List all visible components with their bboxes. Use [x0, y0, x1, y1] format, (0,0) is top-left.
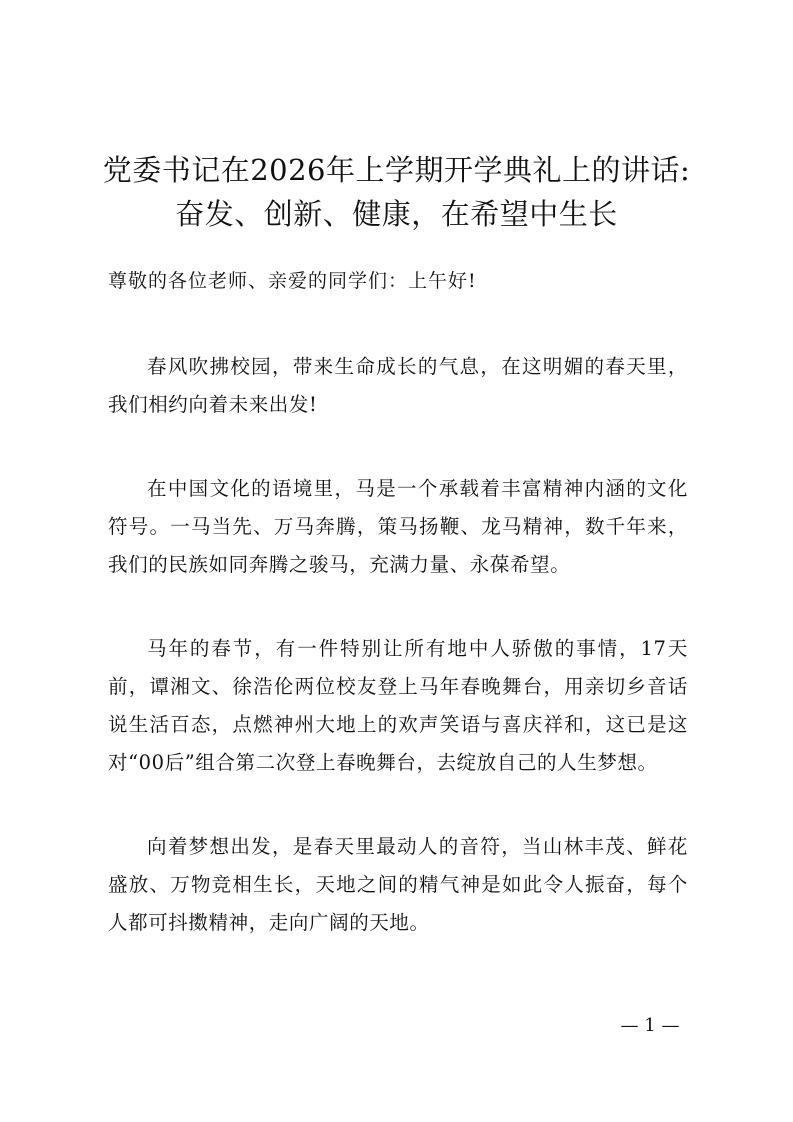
paragraph-1: 春风吹拂校园，带来生命成长的气息，在这明媚的春天里，我们相约向着未来出发!: [108, 355, 688, 416]
paragraph-2: 在中国文化的语境里，马是一个承载着丰富精神内涵的文化符号。一马当先、万马奔腾，策马扬鞭、龙马精神，数千年来，我们的民族如同奔腾之骏马，充满力量、永葆希望。: [108, 477, 688, 576]
salutation: 尊敬的各位老师、亲爱的同学们：上午好!: [108, 270, 477, 292]
paragraph-4: 向着梦想出发，是春天里最动人的音符，当山林丰茂、鲜花盛放、万物竞相生长，天地之间的精气神是如此令人振奋，每个人都可抖擞精神，走向广阔的天地。: [108, 835, 688, 934]
paragraph-3: 马年的春节，有一件特别让所有地中人骄傲的事情，17天前，谭湘文、徐浩伦两位校友登上马年春晚舞台，用亲切乡音话说生活百态，点燃神州大地上的欢声笑语与喜庆祥和，这已是这对“00后”组合第二次登上春晚舞台，去绽放自己的人生梦想。: [108, 637, 688, 774]
document-title-line-1: 党委书记在2026年上学期开学典礼上的讲话:: [102, 153, 691, 187]
document-title-line-2: 奋发、创新、健康，在希望中生长: [175, 197, 618, 231]
page-number: — 1 —: [620, 1015, 680, 1036]
